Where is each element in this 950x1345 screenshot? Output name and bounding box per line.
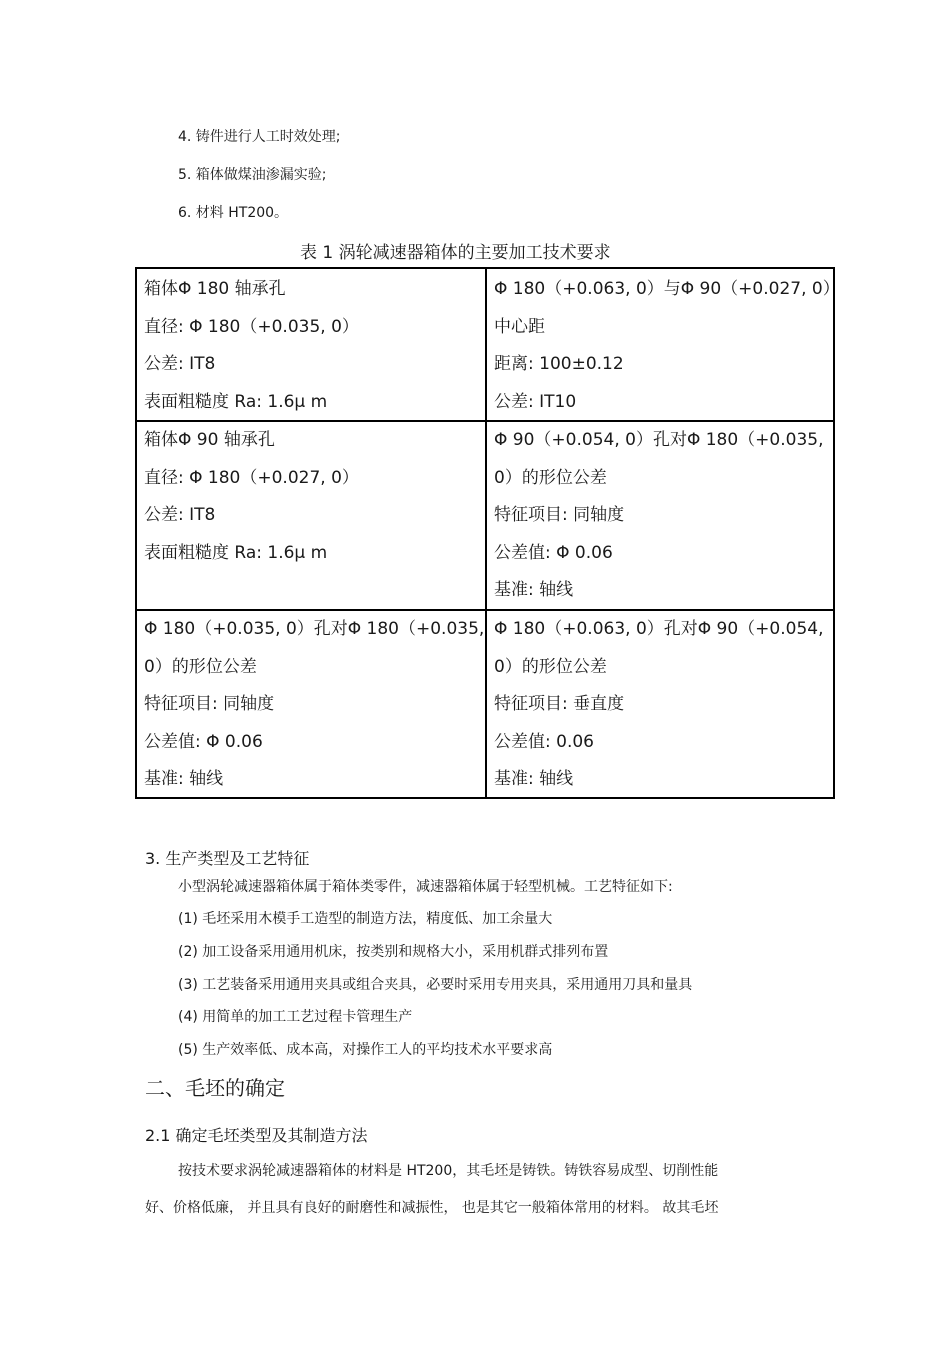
- paragraph-line: 按技术要求涡轮减速器箱体的材料是 HT200，其毛坯是铸铁。铸铁容易成型、切削性能: [178, 1163, 719, 1179]
- chapter-heading: 二、毛坯的确定: [145, 1076, 285, 1100]
- cell-line: 特征项目: 同轴度: [144, 694, 275, 714]
- list-item: (3) 工艺装备采用通用夹具或组合夹具，必要时采用专用夹具，采用通用刀具和量具: [178, 977, 693, 993]
- table-column-divider: [485, 269, 487, 797]
- list-item: (1) 毛坯采用木模手工造型的制造方法，精度低、加工余量大: [178, 911, 553, 927]
- cell-line: 公差值: Φ 0.06: [494, 542, 613, 563]
- cell-phi180-bore: [144, 271, 359, 421]
- cell-line: 表面粗糙度 Ra: 1.6μ m: [144, 542, 328, 563]
- cell-line: 0）的形位公差: [494, 467, 607, 488]
- list-item: (5) 生产效率低、成本高，对操作工人的平均技术水平要求高: [178, 1042, 553, 1058]
- requirement-6: 6. 材料 HT200。: [178, 205, 289, 221]
- cell-line: 基准: 轴线: [144, 769, 224, 789]
- cell-line: 特征项目: 同轴度: [494, 505, 625, 525]
- cell-line: 距离: 100±0.12: [494, 354, 624, 374]
- cell-center-distance: [494, 271, 840, 421]
- cell-line: 表面粗糙度 Ra: 1.6μ m: [144, 391, 328, 412]
- cell-line: 公差值: 0.06: [494, 731, 594, 752]
- requirement-4: 4. 铸件进行人工时效处理;: [178, 129, 341, 145]
- cell-line: 0）的形位公差: [144, 656, 257, 677]
- requirement-5: 5. 箱体做煤油渗漏实验;: [178, 167, 327, 183]
- cell-line: 直径: Φ 180（+0.027, 0）: [144, 467, 359, 488]
- paragraph-line: 好、价格低廉， 并且具有良好的耐磨性和减振性， 也是其它一般箱体常用的材料。 故其毛坯: [145, 1200, 719, 1216]
- cell-line: 箱体Φ 90 轴承孔: [144, 430, 275, 450]
- cell-perpendicularity: [494, 611, 824, 799]
- cell-line: 基准: 轴线: [494, 580, 574, 600]
- cell-line: 公差: IT10: [494, 391, 577, 412]
- list-item: (2) 加工设备采用通用机床，按类别和规格大小，采用机群式排列布置: [178, 944, 609, 960]
- table-caption: 表 1 涡轮减速器箱体的主要加工技术要求: [300, 243, 611, 263]
- cell-line: 特征项目: 垂直度: [494, 694, 625, 714]
- section-intro: 小型涡轮减速器箱体属于箱体类零件，减速器箱体属于轻型机械。工艺特征如下:: [178, 879, 673, 895]
- cell-line: 基准: 轴线: [494, 769, 574, 789]
- subsection-heading: 2.1 确定毛坯类型及其制造方法: [145, 1126, 368, 1145]
- cell-line: Φ 90（+0.054, 0）孔对Φ 180（+0.035,: [494, 430, 824, 450]
- cell-line: Φ 180（+0.063, 0）与Φ 90（+0.027, 0）: [494, 279, 840, 299]
- cell-coaxiality-180-180: [144, 611, 484, 799]
- cell-line: 公差: IT8: [144, 505, 216, 525]
- cell-line: Φ 180（+0.063, 0）孔对Φ 90（+0.054,: [494, 619, 824, 639]
- list-item: (4) 用简单的加工工艺过程卡管理生产: [178, 1009, 413, 1025]
- cell-line: 箱体Φ 180 轴承孔: [144, 279, 286, 299]
- cell-line: 公差值: Φ 0.06: [144, 731, 263, 752]
- cell-line: 直径: Φ 180（+0.035, 0）: [144, 316, 359, 337]
- cell-phi90-bore: [144, 422, 359, 572]
- cell-coaxiality-90-180: [494, 422, 824, 610]
- requirements-table: [135, 267, 840, 799]
- section-heading: 3. 生产类型及工艺特征: [145, 849, 310, 868]
- cell-line: 中心距: [494, 316, 545, 337]
- cell-line: Φ 180（+0.035, 0）孔对Φ 180（+0.035,: [144, 619, 485, 639]
- cell-line: 公差: IT8: [144, 354, 216, 374]
- cell-line: 0）的形位公差: [494, 656, 607, 677]
